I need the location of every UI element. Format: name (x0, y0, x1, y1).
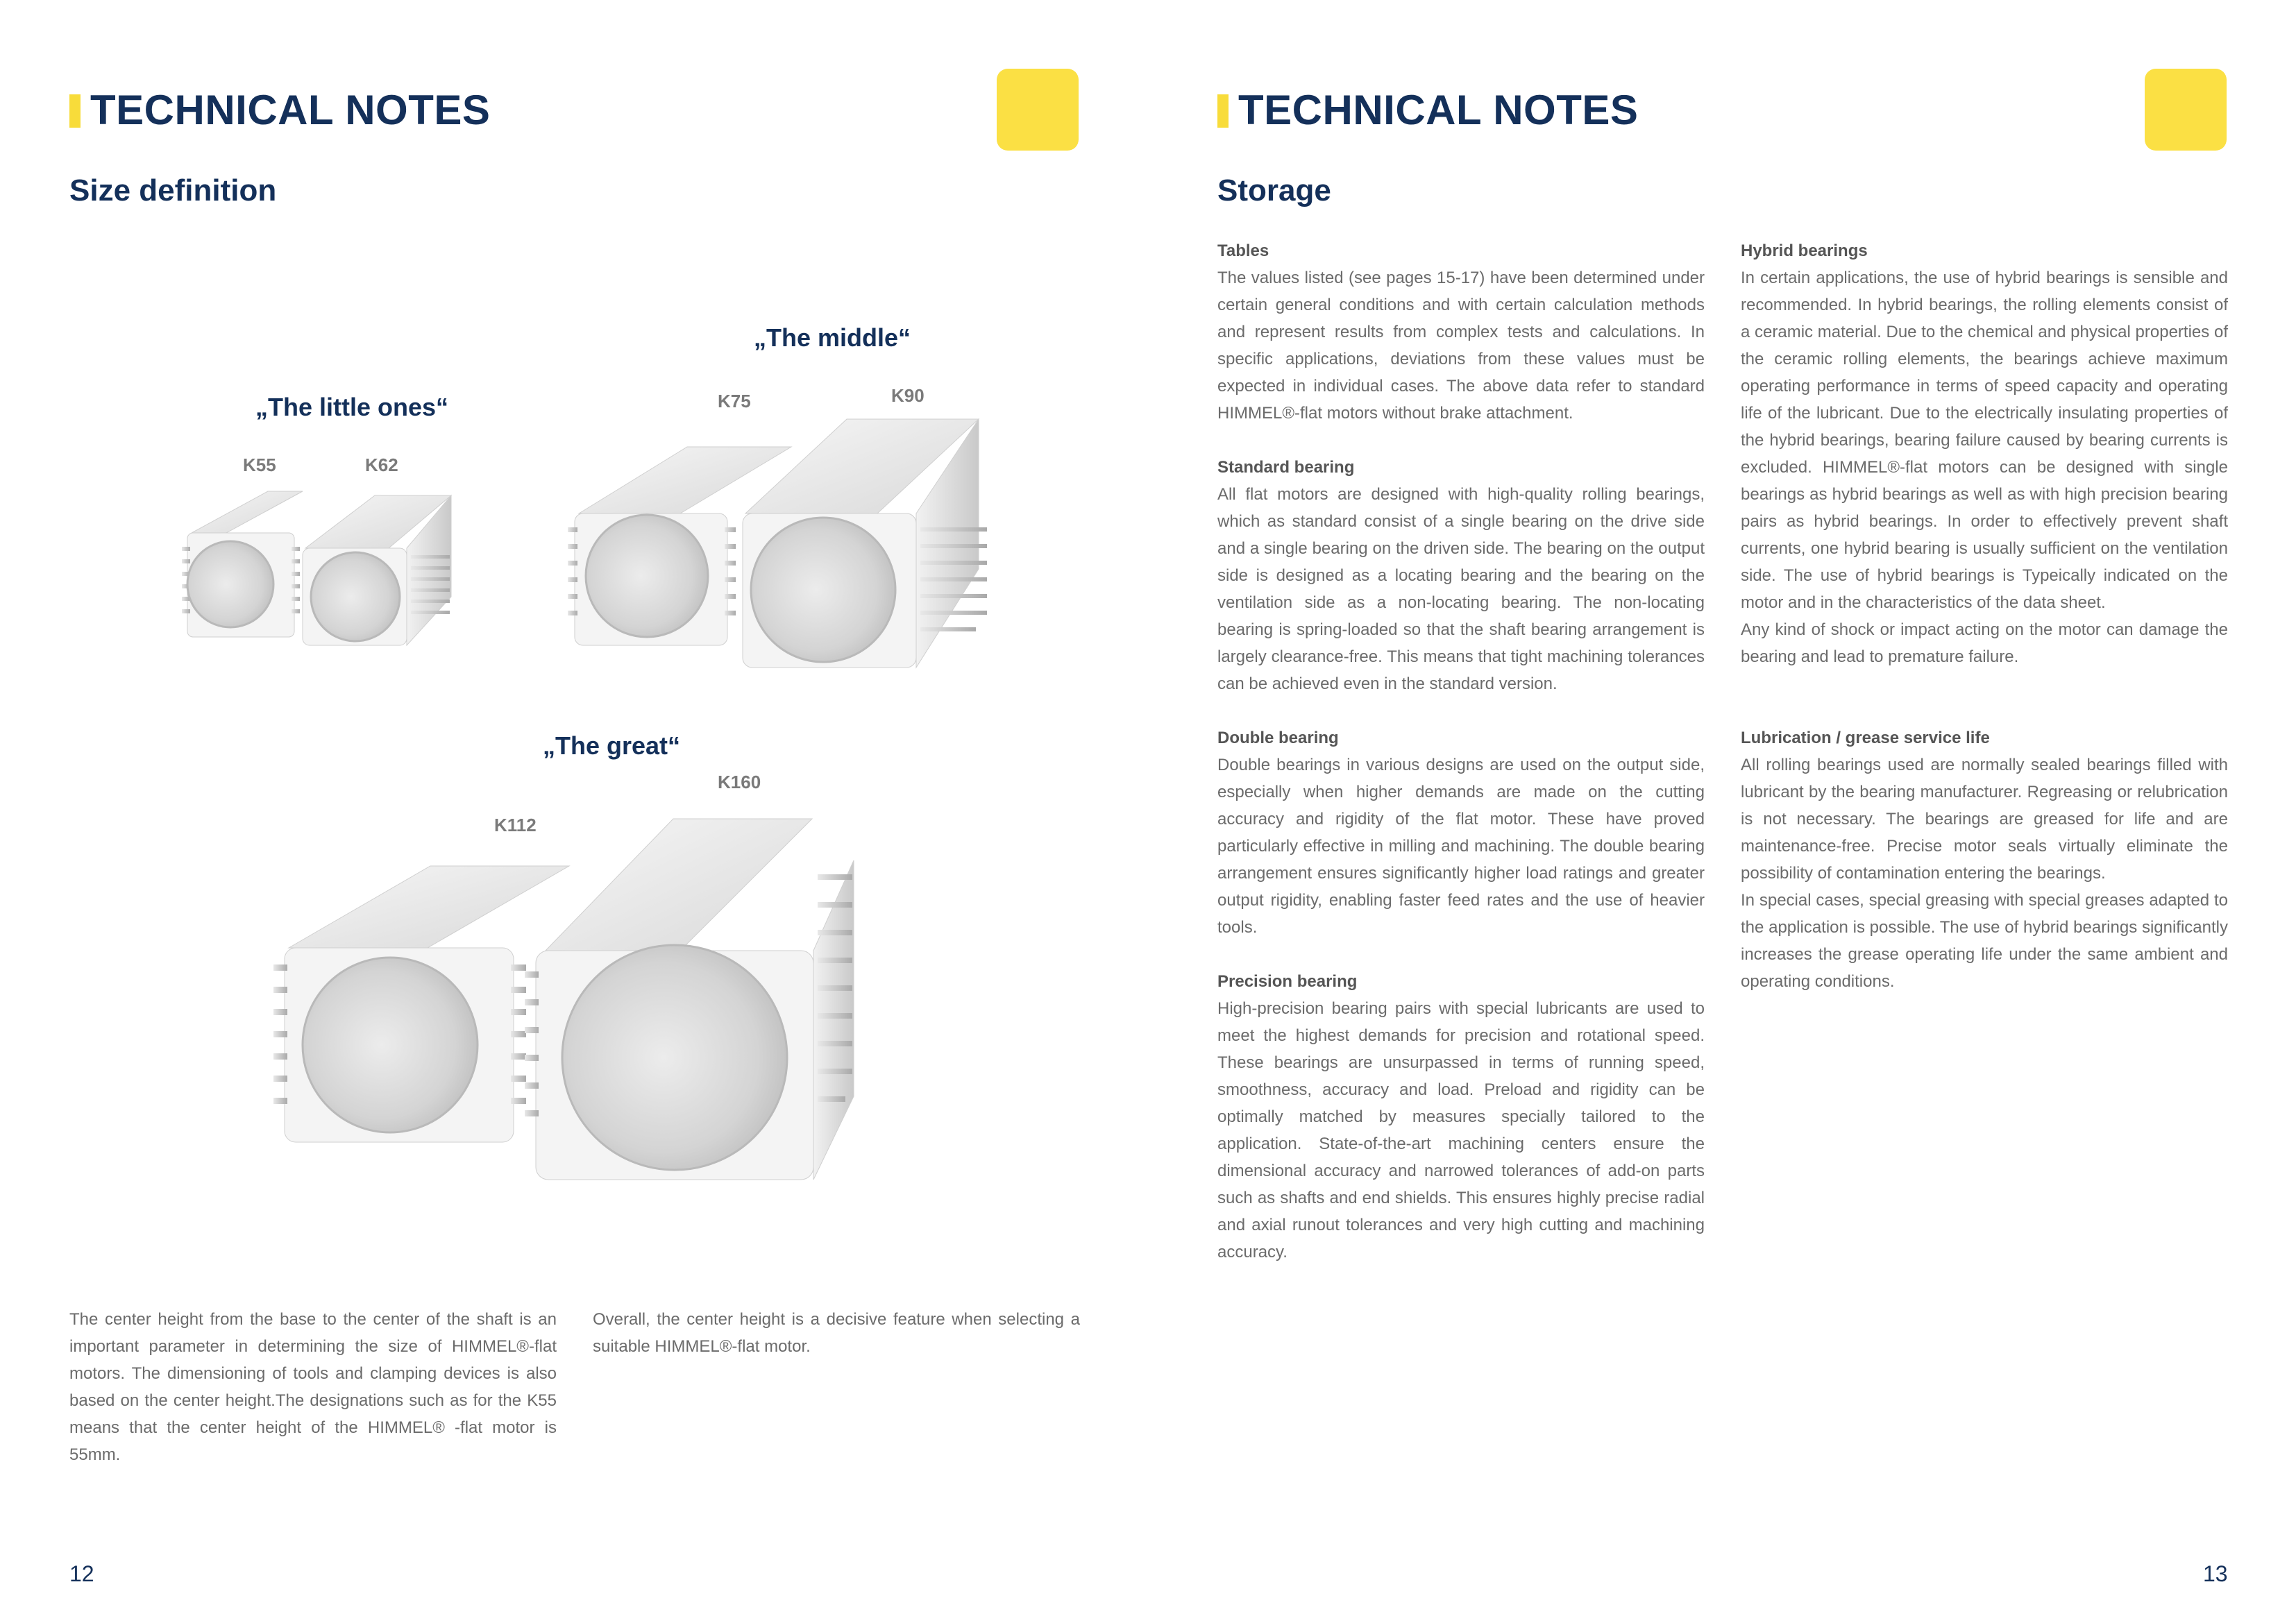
body-precision-bearing: High-precision bearing pairs with special lubricants are used to meet the highest demands for precision and rotational speed. These bearings are unsurpassed in terms of running speed, smoothness, accuracy and load. Preload and rigidity can be optimally matched by measures specially tailored to the application. State-of-the-art machining centers ensure the dimensional accuracy and narrowed tolerances of add-on parts such as shafts and end shields. This ensures highly precise radial and axial runout tolerances and very high cutting and machining accuracy. (1217, 999, 1705, 1261)
size-label-k112: K112 (494, 815, 537, 835)
section-title: Storage (1217, 173, 1331, 207)
heading-precision-bearing: Precision bearing (1217, 972, 1358, 991)
page-number: 12 (69, 1561, 94, 1586)
profile-k55 (182, 491, 303, 637)
body-lubrication: All rolling bearings used are normally sealed bearings filled with lubricant by the bearing manufacturer. Regreasing or relubrication is not necessary. The bearings are greased for life and are maintenance-free. Precise motor seals virtually eliminate the possibility of contamination entering the bearings. (1741, 756, 2228, 883)
heading-tables: Tables (1217, 241, 1269, 260)
section-title: Size definition (69, 173, 277, 207)
text-block-standard-bearing (1217, 454, 1705, 697)
size-label-k55: K55 (243, 454, 276, 475)
heading-lubrication: Lubrication / grease service life (1741, 729, 1990, 747)
right-page (1148, 0, 2296, 1623)
text-block-precision-bearing (1217, 968, 1705, 1266)
size-definition-text-col1: The center height from the base to the center of the shaft is an important parameter in determining the size of HIMMEL®-flat motors. The dimensioning of tools and clamping devices is also based on the center height.The designations such as for the K55 means that the center height of the HIMMEL® -flat motor is 55mm. (69, 1310, 557, 1464)
header-accent-bar (1217, 94, 1229, 128)
heading-hybrid-bearings: Hybrid bearings (1741, 241, 1868, 260)
size-label-k90: K90 (891, 385, 925, 406)
size-definition-text-col2: Overall, the center height is a decisive feature when selecting a suitable HIMMEL®-flat motor. (593, 1310, 1080, 1356)
profile-k160 (525, 819, 854, 1180)
profile-k90 (743, 419, 987, 668)
body-hybrid-bearings: In certain applications, the use of hybrid bearings is sensible and recommended. In hybrid bearings, the rolling elements consist of a ceramic material. Due to the chemical and physical properties of the ceramic rolling elements, the bearings achieve maximum operating performance in terms of speed capacity and operating life of the lubricant. Due to the electrically insulating properties of the hybrid bearings, bearing failure caused by bearing currents is excluded. HIMMEL®-flat motors can be designed with single bearings as hybrid bearings as well as with high precision bearing pairs as hybrid bearings. In order to effectively prevent shaft currents, one hybrid bearing is usually sufficient on the ventilation side. The use of hybrid bearings is Typeically indicated on the motor and in the characteristics of the data sheet. (1741, 269, 2228, 612)
size-label-k75: K75 (718, 391, 751, 411)
group-label-the-great: „The great“ (543, 731, 681, 760)
text-block-double-bearing (1217, 724, 1705, 941)
page-number: 13 (2203, 1561, 2228, 1586)
text-block-lubrication (1741, 724, 2228, 995)
body-lubrication-special: In special cases, special greasing with special greases adapted to the application is possible. The use of hybrid bearings significantly increases the grease operating life under the same ambient and operating conditions. (1741, 891, 2228, 991)
page-header-title: TECHNICAL NOTES (90, 87, 491, 133)
group-label-the-middle: „The middle“ (754, 323, 911, 352)
page-header-title: TECHNICAL NOTES (1238, 87, 1639, 133)
yellow-corner-badge (2145, 69, 2227, 151)
text-block-hybrid-bearings (1741, 237, 2228, 670)
body-tables: The values listed (see pages 15-17) have been determined under certain general conditions and with certain calculation methods and represent results from complex tests and calculations. In specific applications, deviations from these values must be expected in individual cases. The above data refer to standard HIMMEL®-flat motors without brake attachment. (1217, 269, 1705, 423)
size-label-k62: K62 (365, 454, 398, 475)
text-block-tables (1217, 237, 1705, 427)
heading-standard-bearing: Standard bearing (1217, 458, 1355, 477)
body-standard-bearing: All flat motors are designed with high-quality rolling bearings, which as standard consist of a single bearing on the drive side and a single bearing on the driven side. The bearing on the output side is designed as a locating bearing and the bearing on the ventilation side as a non-locating bearing. The non-locating bearing is spring-loaded so that the shaft bearing arrangement is largely clearance-free. This means that tight machining tolerances can be achieved even in the standard version. (1217, 485, 1705, 693)
size-label-k160: K160 (718, 772, 761, 792)
body-double-bearing: Double bearings in various designs are used on the output side, especially when higher demands are made on the cutting accuracy and rigidity of the flat motor. These have proved particularly effective in milling and machining. The double bearing arrangement ensures significantly higher load ratings and greater output rigidity, enabling faster feed rates and the use of heavier tools. (1217, 756, 1705, 937)
motor-housing-profiles-illustration (0, 0, 1148, 1249)
profile-k62 (303, 495, 451, 645)
body-hybrid-bearings-shock: Any kind of shock or impact acting on the motor can damage the bearing and lead to premature failure. (1741, 620, 2228, 666)
group-label-little-ones: „The little ones“ (255, 393, 449, 421)
heading-double-bearing: Double bearing (1217, 729, 1339, 747)
